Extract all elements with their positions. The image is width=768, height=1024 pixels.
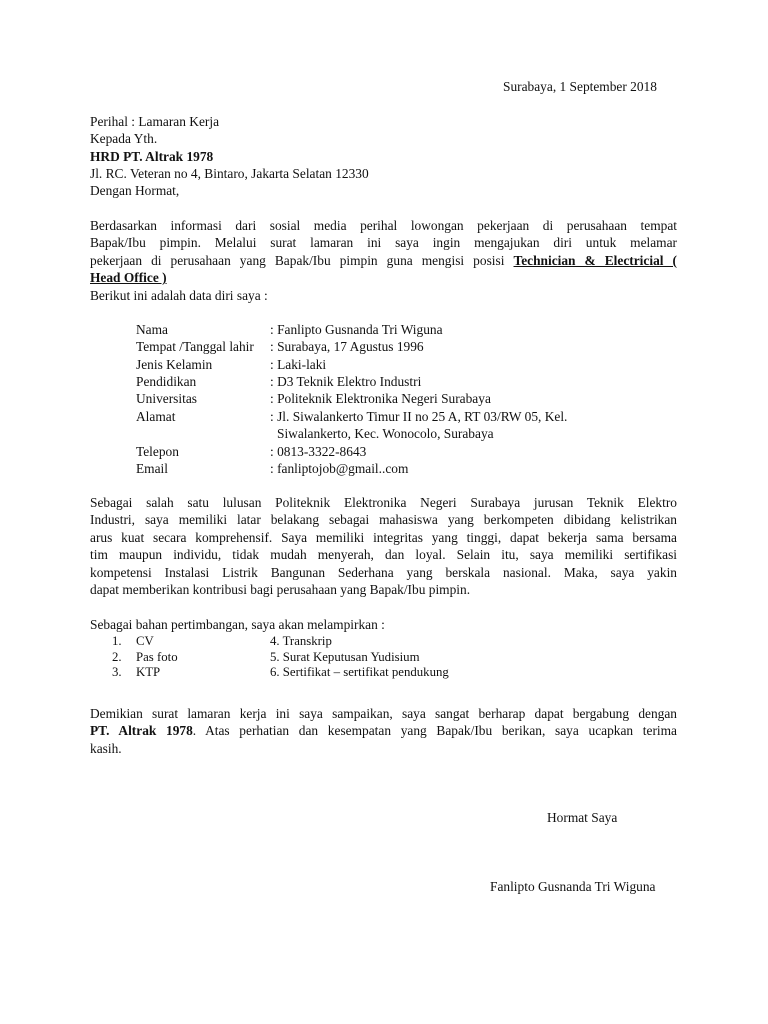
attachment-number: 2. [112,650,122,664]
field-label: Pendidikan [136,374,197,389]
field-gender [136,356,696,373]
intro-line [90,269,677,286]
field-value: Siwalankerto, Kec. Wonocolo, Surabaya [277,426,494,441]
to-line: Kepada Yth. [90,131,158,146]
attachment-item: CV [136,634,154,648]
attachment-item: Pas foto [136,650,178,664]
field-label: Nama [136,322,168,337]
recipient-address: Jl. RC. Veteran no 4, Bintaro, Jakarta Selatan 12330 [90,166,369,181]
field-value: : 0813-3322-8643 [270,444,367,459]
intro-line [90,252,677,269]
intro-paragraph [90,217,677,287]
attachment-item: 5. Surat Keputusan Yudisium [270,650,420,664]
body-line: Sebagai salah satu lulusan Politeknik Elektronika Negeri Surabaya jurusan Teknik Elektro [90,495,677,510]
intro-line: Berdasarkan informasi dari sosial media perihal lowongan pekerjaan di perusahaan tempat [90,218,677,233]
field-label: Telepon [136,444,179,459]
closing-text: . Atas perhatian dan kesempatan yang Bapak/Ibu berikan, saya ucapkan terima [192,723,677,739]
attachment-item: KTP [136,665,161,679]
field-value: : Surabaya, 17 Agustus 1996 [270,339,424,354]
field-phone [136,443,696,460]
body-line: Industri, saya memiliki latar belakang sebagai mahasiswa yang berkompeten dibidang kelistrikan [90,512,677,528]
closing-paragraph [90,705,677,757]
recipient-name: HRD PT. Altrak 1978 [90,149,214,164]
field-address [136,408,696,425]
field-value: : Jl. Siwalankerto Timur II no 25 A, RT 03/RW 05, Kel. [270,409,568,424]
field-label: Alamat [136,409,176,424]
signoff: Hormat Saya [547,810,618,825]
field-label: Email [136,461,168,476]
closing-line: kasih. [90,740,122,756]
field-label: Jenis Kelamin [136,357,213,372]
closing-line [90,722,677,739]
body-line: kompetensi Instalasi Listrik Bangunan Sederhana yang berskala nasional. Maka, saya yakin [90,564,677,580]
salutation: Dengan Hormat, [90,183,180,198]
body-line: tim maupun individu, tidak mudah menyerah, dan loyal. Selain itu, saya memiliki sertifikasi [90,547,677,563]
field-address-cont [136,425,696,442]
intro-line-text: pekerjaan di perusahaan yang Bapak/Ibu pimpin guna mengisi posisi [90,252,505,268]
body-paragraph [90,494,677,598]
closing-line: Demikian surat lamaran kerja ini saya sampaikan, saya sangat berharap dapat bergabung dengan [90,706,677,721]
subject-line: Perihal : Lamaran Kerja [90,114,220,129]
signature-name: Fanlipto Gusnanda Tri Wiguna [490,879,656,894]
attachment-number: 1. [112,634,122,648]
field-label: Universitas [136,391,197,406]
letter-date: Surabaya, 1 September 2018 [503,79,657,94]
attachment-number: 3. [112,665,122,679]
field-value: : Laki-laki [270,357,327,372]
body-line: dapat memberikan kontribusi bagi perusahaan yang Bapak/Ibu pimpin. [90,582,471,598]
company-name: PT. Altrak 1978 [90,723,193,739]
field-university [136,390,696,407]
intro-line: Bapak/Ibu pimpin. Melalui surat lamaran ini saya ingin mengajukan diri untuk melamar [90,235,677,251]
position-title-cont: Head Office ) [90,270,167,286]
field-education [136,373,696,390]
field-ttl [136,338,696,355]
field-value: : Politeknik Elektronika Negeri Surabaya [270,391,491,406]
position-title: Technician & Electricial ( [513,252,677,268]
attachments-intro: Sebagai bahan pertimbangan, saya akan melampirkan : [90,617,385,632]
field-label: Tempat /Tanggal lahir [136,339,254,354]
field-value: : Fanlipto Gusnanda Tri Wiguna [270,322,443,337]
field-email [136,460,696,477]
field-nama [136,321,696,338]
attachment-item: 4. Transkrip [270,634,332,648]
data-intro: Berikut ini adalah data diri saya : [90,288,268,303]
field-value: : D3 Teknik Elektro Industri [270,374,422,389]
field-value: : fanliptojob@gmail..com [270,461,409,476]
body-line: arus kuat secara komprehensif. Saya memiliki integritas yang tinggi, dapat bekerja sama bersama [90,529,677,545]
attachment-item: 6. Sertifikat – sertifikat pendukung [270,665,449,679]
